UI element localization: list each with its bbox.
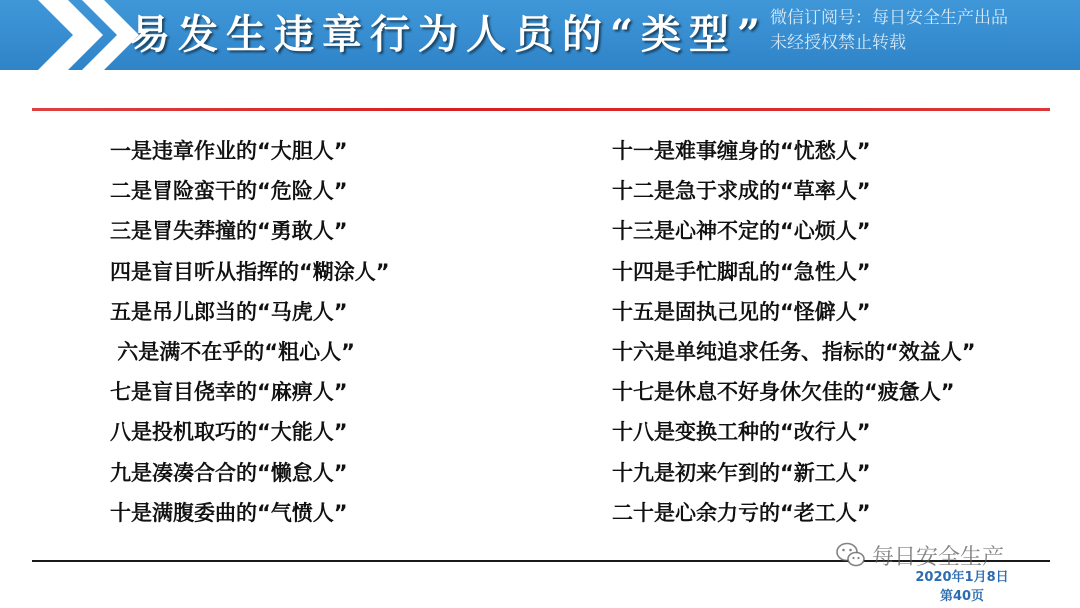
list-item: 十三是心神不定的“心烦人” (612, 219, 871, 244)
list-item: 二十是心余力亏的“老工人” (612, 500, 871, 525)
list-item: 九是凑凑合合的“懒怠人” (110, 460, 348, 485)
list-item: 四是盲目听从指挥的“糊涂人” (110, 259, 390, 284)
list-item: 十二是急于求成的“草率人” (612, 179, 871, 204)
list-item: 十六是单纯追求任务、指标的“效益人” (612, 339, 976, 364)
slide-title: 易发生违章行为人员的“类型” (130, 11, 769, 58)
list-item: 十九是初来乍到的“新工人” (612, 460, 871, 485)
list-item: 二是冒险蛮干的“危险人” (110, 179, 348, 204)
red-divider (32, 108, 1050, 111)
wechat-icon (836, 542, 866, 568)
list-left (110, 131, 390, 533)
list-item: 十四是手忙脚乱的“急性人” (612, 259, 871, 284)
watermark-line-1: 微信订阅号：每日安全生产出品 (770, 8, 1008, 28)
list-item: 十七是休息不好身休欠佳的“疲惫人” (612, 380, 955, 405)
list-item: 三是冒失莽撞的“勇敢人” (110, 219, 348, 244)
title-bar (0, 0, 1080, 70)
watermark-line-2: 未经授权禁止转载 (770, 33, 906, 53)
list-item: 十是满腹委曲的“气愤人” (110, 500, 348, 525)
list-item: 十一是难事缠身的“忧愁人” (612, 139, 871, 163)
page-number: 第40页 (939, 589, 985, 604)
watermark (770, 6, 1070, 56)
list-right (612, 131, 976, 533)
slide-date: 2020年1月8日 (915, 570, 1009, 585)
list-item: 八是投机取巧的“大能人” (110, 420, 348, 445)
footer-logo-text: 每日安全生产 (872, 544, 1005, 570)
list-item: 五是吊儿郎当的“马虎人” (110, 299, 348, 324)
list-item: 十八是变换工种的“改行人” (612, 420, 871, 445)
list-item: 六是满不在乎的“粗心人” (110, 339, 355, 364)
list-item: 一是违章作业的“大胆人” (110, 139, 348, 163)
list-item: 十五是固执己见的“怪僻人” (612, 299, 871, 324)
list-item: 七是盲目侥幸的“麻痹人” (110, 380, 348, 405)
chevron-arrows-icon (0, 0, 150, 70)
